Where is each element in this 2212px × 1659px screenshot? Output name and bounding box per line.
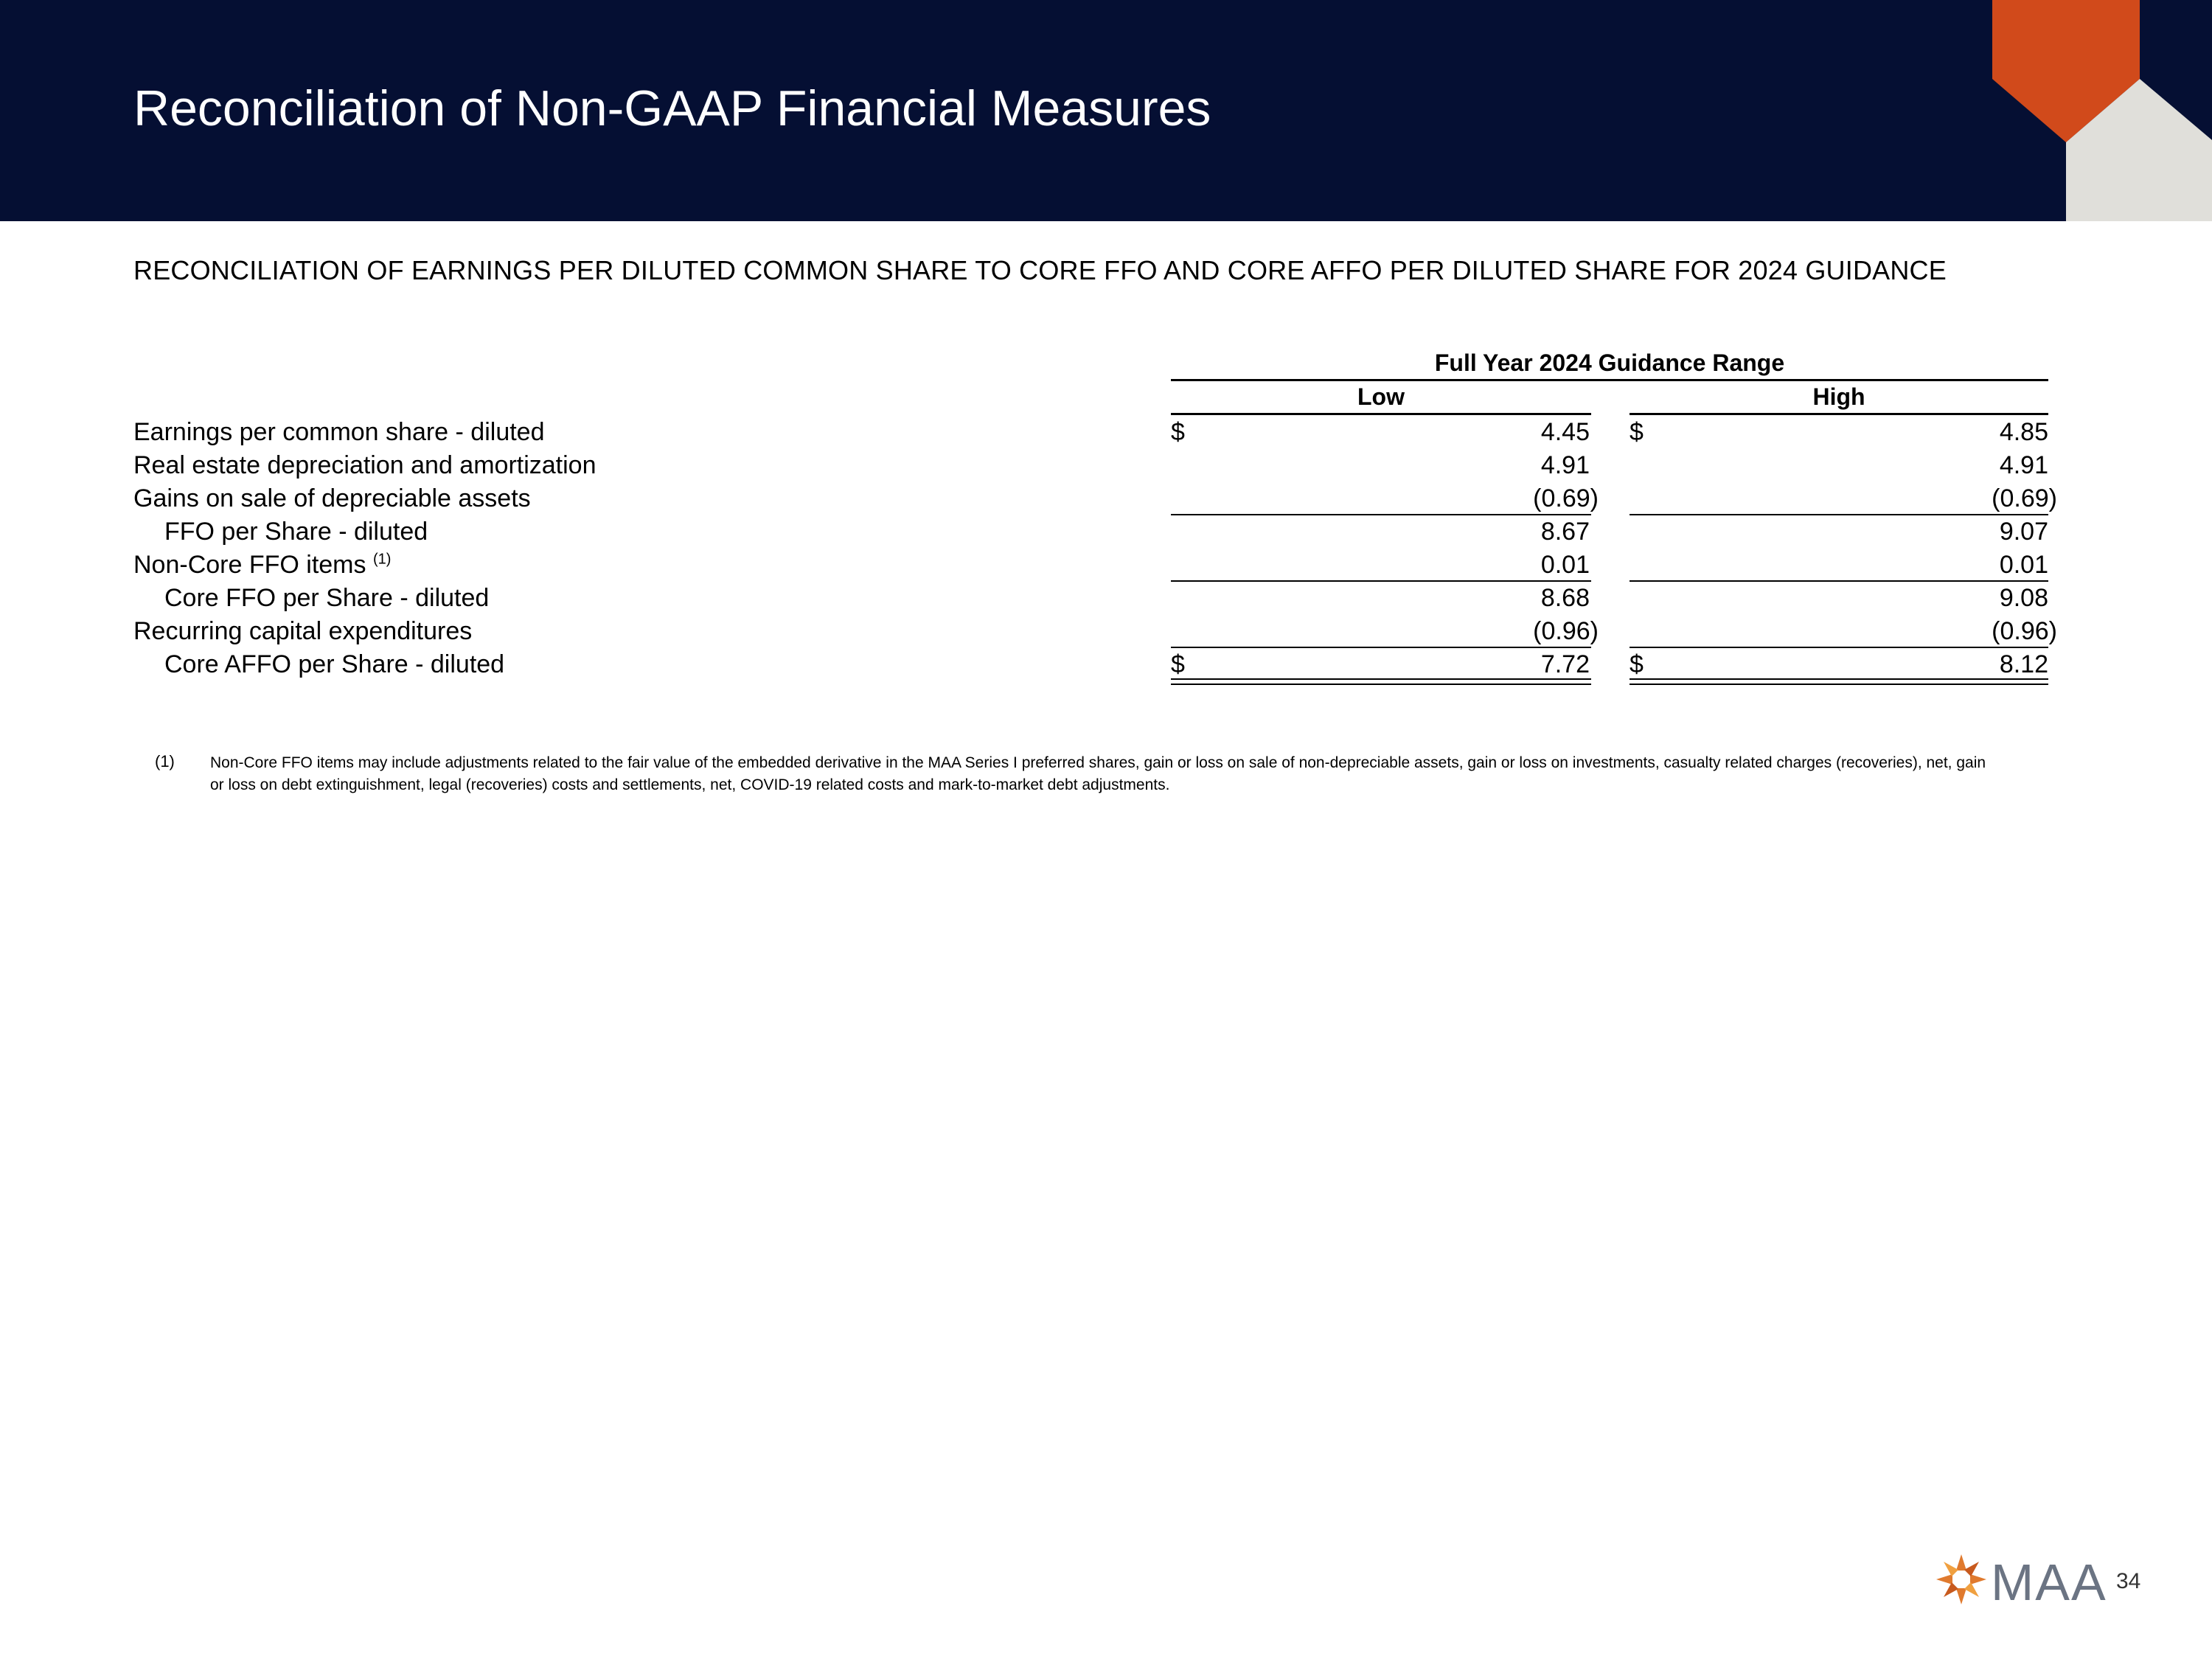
footnote-ref: (1) xyxy=(372,551,392,568)
subtotal-rule xyxy=(1630,647,2048,648)
low-value: (0.69) xyxy=(1533,484,1599,512)
currency-symbol: $ xyxy=(1630,418,1644,446)
high-value: 9.07 xyxy=(1999,518,2048,546)
subtotal-rule xyxy=(1171,514,1591,515)
subtotal-rule xyxy=(1630,580,2048,582)
low-value: 8.67 xyxy=(1540,518,1590,546)
currency-symbol: $ xyxy=(1171,650,1185,678)
row-label: Recurring capital expenditures xyxy=(133,617,473,645)
total-double-rule xyxy=(1630,678,2048,685)
footnote-text: Non-Core FFO items may include adjustments related to the fair value of the embedded derivative in the MAA Series I preferred shares, gain or loss on sale of non-depreciable assets, gain or loss on investments, casualty related charges (recoveries), net, gain or loss on debt extinguishment, legal (recoveries) costs and settlements, net, COVID-19 related costs and mark-to-market debt adjustments. xyxy=(210,754,1986,793)
high-value: (0.69) xyxy=(1992,484,2057,512)
maa-logo-text: MAA xyxy=(1991,1554,2107,1611)
low-value: (0.96) xyxy=(1533,617,1599,645)
report-subtitle: RECONCILIATION OF EARNINGS PER DILUTED COMMON SHARE TO CORE FFO AND CORE AFFO PER DILUTED SHARE FOR 2024 GUIDANCE xyxy=(133,255,1947,285)
maa-star-icon xyxy=(1933,1551,1989,1607)
high-value: 4.85 xyxy=(1999,418,2048,446)
row-label: Gains on sale of depreciable assets xyxy=(133,484,531,512)
page-title: Reconciliation of Non-GAAP Financial Measures xyxy=(133,80,1211,136)
subtotal-rule xyxy=(1171,647,1591,648)
low-value: 7.72 xyxy=(1540,650,1590,678)
high-value: 0.01 xyxy=(1999,551,2048,579)
row-label: Core FFO per Share - diluted xyxy=(164,584,490,612)
row-label-text: Non-Core FFO items xyxy=(133,551,366,579)
subtotal-rule xyxy=(1171,580,1591,582)
row-label: FFO per Share - diluted xyxy=(164,518,428,546)
row-label: Real estate depreciation and amortization xyxy=(133,451,597,479)
low-value: 4.91 xyxy=(1540,451,1590,479)
high-value: 4.91 xyxy=(1999,451,2048,479)
subtotal-rule xyxy=(1630,514,2048,515)
high-value: 8.12 xyxy=(1999,650,2048,678)
range-rule xyxy=(1171,379,2048,381)
corner-accent-graphic xyxy=(1991,0,2212,221)
low-header-rule xyxy=(1171,413,1591,415)
low-value: 4.45 xyxy=(1540,418,1590,446)
row-label: Core AFFO per Share - diluted xyxy=(164,650,505,678)
high-value: 9.08 xyxy=(1999,584,2048,612)
row-label-noncore xyxy=(133,550,391,580)
high-header-rule xyxy=(1630,413,2048,415)
currency-symbol: $ xyxy=(1630,650,1644,678)
column-low-header: Low xyxy=(1357,383,1405,410)
page-number: 34 xyxy=(2116,1569,2141,1593)
range-header: Full Year 2024 Guidance Range xyxy=(1434,349,1785,376)
low-value: 8.68 xyxy=(1540,584,1590,612)
high-value: (0.96) xyxy=(1992,617,2057,645)
footnote-marker: (1) xyxy=(155,752,175,771)
total-double-rule xyxy=(1171,678,1591,685)
low-value: 0.01 xyxy=(1540,551,1590,579)
row-label: Earnings per common share - diluted xyxy=(133,418,545,446)
column-high-header: High xyxy=(1812,383,1865,410)
currency-symbol: $ xyxy=(1171,418,1185,446)
